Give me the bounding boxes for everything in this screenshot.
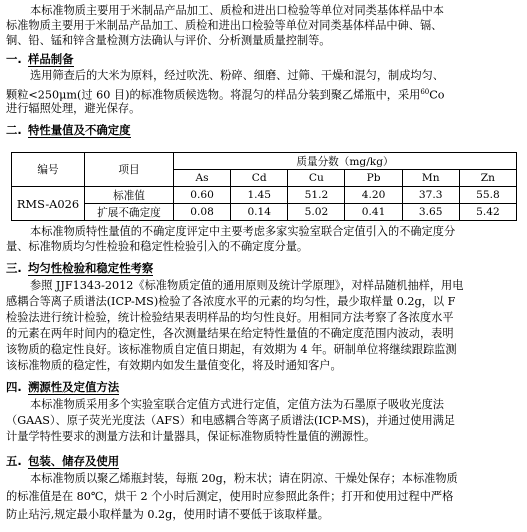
value-cell: 0.14 (231, 204, 288, 221)
section-4-number: 四. (6, 380, 22, 394)
section-5-heading (6, 454, 119, 468)
s5-line-2: 的标准值是在 80℃，烘干 2 个小时后测定，使用时应参照此条件；打开和使用过程中严格 (6, 490, 454, 503)
s3-line-4: 的元素在两年时间内的稳定性，各次测量结果在给定特性量值的不确定度范围内波动，表明 (6, 327, 454, 340)
element-cu: Cu (288, 170, 345, 187)
value-cell: 5.42 (459, 204, 516, 221)
section-1-heading (6, 52, 74, 66)
row-label-uncertainty: 扩展不确定度 (85, 204, 174, 221)
s1-line-2: 颗粒<250μm(过 60 目)的标准物质候选物。将混匀的样品分装到聚乙烯瓶中，采用$^{60}$Co (6, 88, 445, 102)
intro-line-2: 标准物质主要用于米制品产品加工、质检和进出口检验等单位对同类基体样品中砷、镉、 (6, 19, 443, 32)
s5-line-1: 本标准物质以聚乙烯瓶封装，每瓶 20g，粉末状；请在阴凉、干燥处保存；本标准物质 (30, 472, 458, 485)
sample-code: RMS-A026 (12, 187, 85, 221)
element-cd: Cd (231, 170, 288, 187)
section-5-title: 包装、储存及使用 (28, 454, 120, 468)
s2-note-line-1: 本标准物质特性量值的不确定度评定中主要考虑多家实验室联合定值引入的不确定度分 (30, 225, 456, 238)
s2-note-line-2: 量、标准物质均匀性检验和稳定性检验引入的不确定度分量。 (6, 240, 309, 253)
s4-line-1: 本标准物质采用多个实验室联合定值方式进行定值，定值方法为石墨原子吸收光度法 (30, 398, 444, 411)
section-4-title: 溯源性及定值方法 (28, 380, 120, 394)
value-cell: 37.3 (402, 187, 459, 204)
value-cell: 5.02 (288, 204, 345, 221)
s4-line-2: （GAAS）、原子荧光光度法（AFS）和电感耦合等离子质谱法(ICP-MS)，并通过使用满足 (6, 414, 456, 427)
section-1-number: 一. (6, 52, 22, 66)
s4-line-3: 计量学特性要求的测量方法和计量器具，保证标准物质特性量值的溯源性。 (6, 430, 376, 443)
s1-line-1: 选用筛查后的大米为原料，经过吹洗、粉碎、细磨、过筛、干燥和混匀，制成均匀、 (30, 69, 444, 82)
table-row (12, 187, 517, 204)
section-3-title: 均匀性检验和稳定性考察 (28, 261, 154, 275)
s3-line-2: 感耦合等离子质谱法(ICP-MS)检验了各浓度水平的元素的均匀性，最少取样量 0.2g，以 F (6, 295, 456, 308)
s3-line-5: 该物质的稳定性良好。该标准物质自定值日期起，有效期为 4 年。研制单位将继续跟踪监测 (6, 343, 457, 356)
section-4-heading (6, 380, 119, 394)
value-cell: 4.20 (345, 187, 402, 204)
s3-line-3: 检验法进行统计检验，统计检验结果表明样品的均匀性良好。用相同方法考察了各浓度水平 (6, 311, 454, 324)
value-cell: 1.45 (231, 187, 288, 204)
table-header-row (12, 153, 517, 170)
value-cell: 0.08 (174, 204, 231, 221)
s5-line-3: 防止玷污,规定最小取样量为 0.2g，使用时请不要低于该取样量。 (6, 508, 329, 521)
section-2-title: 特性量值及不确定度 (28, 123, 131, 137)
value-cell: 0.41 (345, 204, 402, 221)
s3-line-1: 参照 JJF1343-2012《标准物质定值的通用原则及统计学原理》，对样品随机抽样，用电 (30, 279, 464, 292)
element-zn: Zn (459, 170, 516, 187)
value-cell: 51.2 (288, 187, 345, 204)
header-code: 编号 (12, 153, 85, 187)
section-2-heading (6, 123, 131, 137)
table-row (12, 204, 517, 221)
section-3-heading (6, 261, 153, 275)
element-mn: Mn (402, 170, 459, 187)
section-3-number: 三. (6, 261, 22, 275)
section-2-number: 二. (6, 123, 22, 137)
element-pb: Pb (345, 170, 402, 187)
s1-line-3: 进行辐照处理，避光保存。 (6, 102, 141, 115)
header-mass-fraction: 质量分数（mg/kg） (174, 153, 517, 170)
row-label-standard-value: 标准值 (85, 187, 174, 204)
section-1-title: 样品制备 (28, 52, 74, 66)
section-5-number: 五. (6, 454, 22, 468)
header-item: 项目 (85, 153, 174, 187)
property-values-table (11, 152, 517, 221)
intro-line-3: 铜、铅、锰和锌含量检测方法确认与评价、分析测量质量控制等。 (6, 34, 331, 47)
s3-line-6: 该标准物质的稳定性，有效期内如发生量值变化，将及时通知客户。 (6, 359, 342, 372)
value-cell: 0.60 (174, 187, 231, 204)
value-cell: 55.8 (459, 187, 516, 204)
value-cell: 3.65 (402, 204, 459, 221)
intro-line-1: 本标准物质主要用于米制品产品加工、质检和进出口检验等单位对同类基体样品中本 (30, 4, 444, 17)
element-as: As (174, 170, 231, 187)
